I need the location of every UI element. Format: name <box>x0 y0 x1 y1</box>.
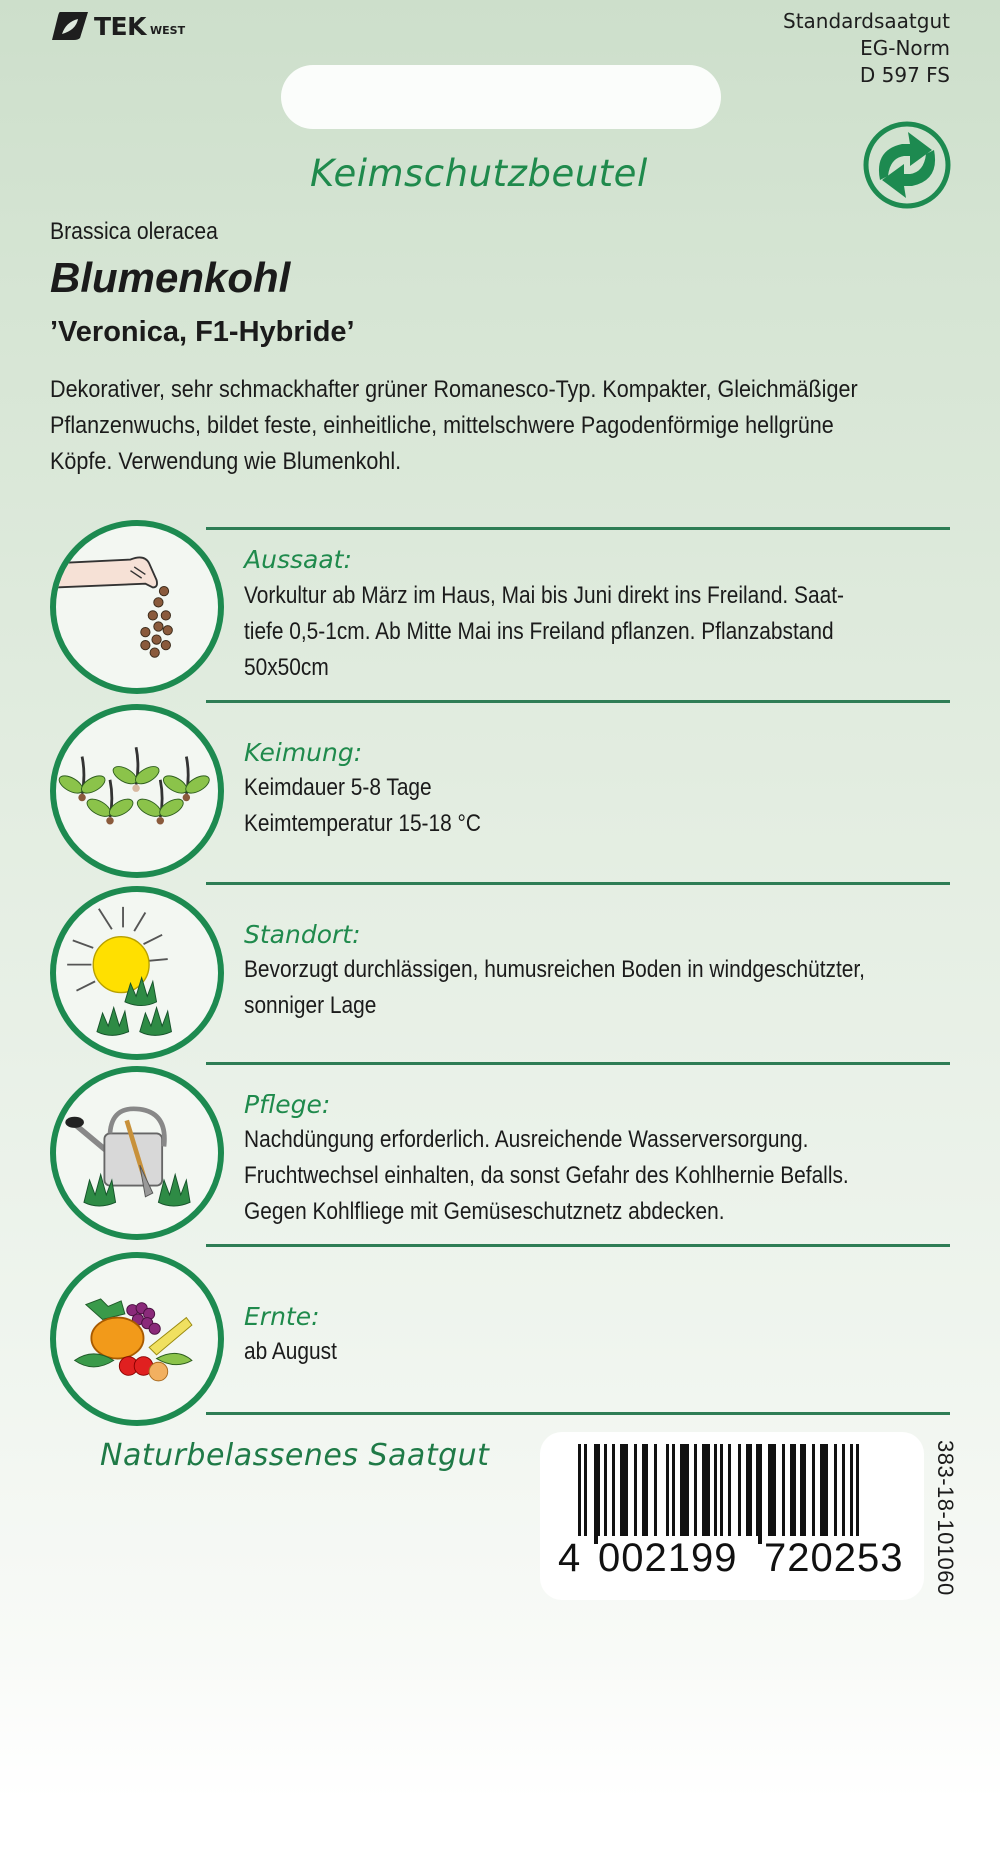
section-body <box>244 1122 957 1230</box>
leaf-logo-icon <box>50 10 90 42</box>
latin-name: Brassica oleracea <box>50 218 218 245</box>
norm-line: EG-Norm <box>860 36 950 60</box>
ean-prefix: 4 <box>558 1536 594 1581</box>
section-ernte <box>0 1244 1000 1426</box>
description-line: Dekorativer, sehr schmackhafter grüner Romanesco-Typ. Kompakter, Gleichmäßiger <box>50 376 858 403</box>
brand-sub: WEST <box>150 23 186 37</box>
harvest-icon <box>50 1252 224 1426</box>
section-line: 50x50cm <box>244 654 329 681</box>
section-line: tiefe 0,5-1cm. Ab Mitte Mai ins Freiland pflanzen. Pflanzabstand <box>244 618 834 645</box>
product-description <box>50 372 992 480</box>
section-pflege <box>0 1062 1000 1244</box>
section-title: Ernte: <box>244 1302 320 1331</box>
section-standort <box>0 882 1000 1064</box>
divider <box>206 527 950 530</box>
sowing-hand-icon <box>50 520 224 694</box>
section-line: Nachdüngung erforderlich. Ausreichende Wasserversorgung. <box>244 1126 809 1153</box>
section-line: Bevorzugt durchlässigen, humusreichen Boden in windgeschützter, <box>244 956 865 983</box>
divider <box>206 700 950 703</box>
divider <box>206 1412 950 1415</box>
norm-line: Standardsaatgut <box>783 9 950 33</box>
norm-line: D 597 FS <box>859 63 950 87</box>
ean-barcode <box>540 1432 924 1600</box>
section-line: Keimdauer 5-8 Tage <box>244 774 432 801</box>
section-line: sonniger Lage <box>244 992 377 1019</box>
section-line: Vorkultur ab März im Haus, Mai bis Juni direkt ins Freiland. Saat- <box>244 582 844 609</box>
tagline: Keimschutzbeutel <box>310 152 648 195</box>
section-line: Fruchtwechsel einhalten, da sonst Gefahr des Kohlhernie Befalls. <box>244 1162 849 1189</box>
brand-logo <box>50 10 185 42</box>
seed-standard-info <box>783 8 950 89</box>
section-title: Pflege: <box>244 1090 331 1119</box>
description-line: Köpfe. Verwendung wie Blumenkohl. <box>50 448 402 475</box>
divider <box>206 882 950 885</box>
section-line: ab August <box>244 1338 337 1365</box>
section-body <box>244 770 957 842</box>
label-blank-slot <box>281 65 721 129</box>
divider <box>206 1062 950 1065</box>
section-body <box>244 1334 957 1370</box>
brand-name: TEK <box>94 11 147 41</box>
ean-group-left: 002199 <box>598 1536 758 1581</box>
watering-can-icon <box>50 1066 224 1240</box>
variety-name: ’Veronica, F1-Hybride’ <box>50 316 355 348</box>
divider <box>206 1244 950 1247</box>
section-body <box>244 952 957 1024</box>
section-aussaat <box>0 520 1000 702</box>
section-body <box>244 578 957 686</box>
seedlings-icon <box>50 704 224 878</box>
section-title: Keimung: <box>244 738 363 767</box>
section-line: Gegen Kohlfliege mit Gemüseschutznetz abdecken. <box>244 1198 725 1225</box>
ean-group-right: 720253 <box>764 1536 904 1580</box>
article-code: 383-18-101060 <box>933 1440 958 1596</box>
natural-seed-label: Naturbelassenes Saatgut <box>100 1438 490 1473</box>
sun-plants-icon <box>50 886 224 1060</box>
section-line: Keimtemperatur 15-18 °C <box>244 810 481 837</box>
green-dot-recycling-icon <box>862 120 952 210</box>
section-keimung <box>0 700 1000 882</box>
ean-number <box>558 1536 918 1581</box>
description-line: Pflanzenwuchs, bildet feste, einheitliche, mittelschwere Pagodenförmige hellgrüne <box>50 412 834 439</box>
section-title: Standort: <box>244 920 361 949</box>
product-name: Blumenkohl <box>50 254 291 301</box>
section-title: Aussaat: <box>244 545 352 574</box>
